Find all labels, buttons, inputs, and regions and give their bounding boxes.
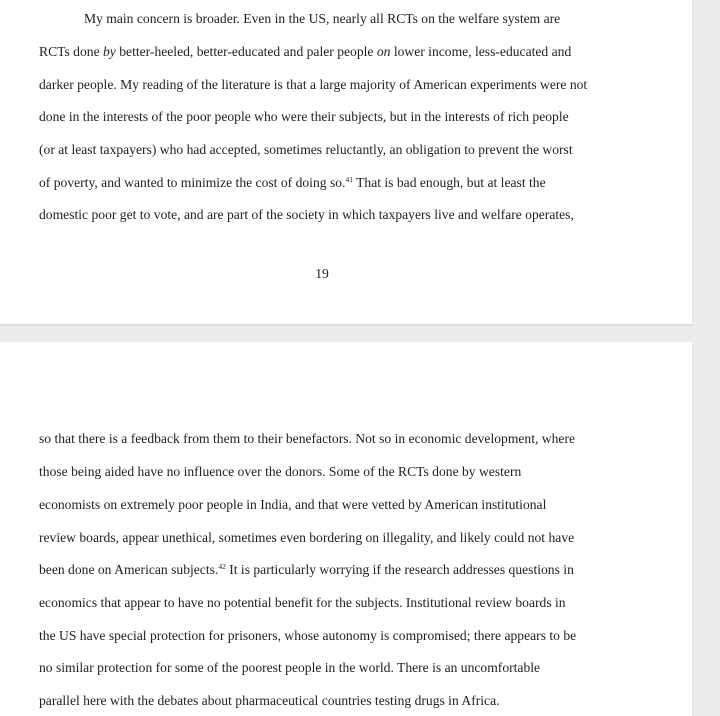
text-line (39, 206, 574, 224)
text-line (39, 463, 521, 481)
text-run: My main concern is broader. Even in the US, nearly all RCTs on the welfare system are (84, 11, 561, 26)
text-run: economists on extremely poor people in India, and that were vetted by American institutional (39, 497, 547, 512)
text-line (39, 627, 576, 645)
text-line (39, 594, 566, 612)
text-line (39, 141, 573, 159)
text-run: parallel here with the debates about pharmaceutical countries testing drugs in Africa. (39, 693, 500, 708)
text-line (84, 10, 560, 28)
text-run: That is bad enough, but at least the (352, 175, 546, 190)
text-run: so that there is a feedback from them to their benefactors. Not so in economic development, where (39, 431, 576, 446)
text-run: It is particularly worrying if the research addresses questions in (225, 562, 574, 577)
text-run: economics that appear to have no potential benefit for the subjects. Institutional review boards in (39, 595, 566, 610)
text-run: darker people. My reading of the literature is that a large majority of American experiments were not (39, 77, 588, 92)
text-run: RCTs done (39, 44, 103, 59)
page-19 (0, 0, 692, 324)
text-line (39, 496, 546, 514)
text-run: no similar protection for some of the poorest people in the world. There is an uncomfortable (39, 660, 541, 675)
page-number: 19 (315, 266, 329, 281)
text-line (39, 174, 546, 192)
text-run: done in the interests of the poor people who were their subjects, but in the interests of rich people (39, 109, 569, 124)
footnote-marker[interactable]: 41 (345, 175, 353, 184)
text-run: those being aided have no influence over the donors. Some of the RCTs done by western (39, 464, 522, 479)
text-line (39, 43, 571, 61)
italic-text: on (376, 44, 391, 59)
text-run: (or at least taxpayers) who had accepted, sometimes reluctantly, an obligation to prevent the worst (39, 142, 573, 157)
text-run: the US have special protection for prisoners, whose autonomy is compromised; there appears to be (39, 628, 577, 643)
text-run: been done on American subjects. (39, 562, 219, 577)
text-line (39, 659, 540, 677)
text-run: review boards, appear unethical, sometimes even bordering on illegality, and likely could not have (39, 530, 575, 545)
text-line (39, 430, 575, 448)
text-run: lower income, less-educated and (390, 44, 572, 59)
text-line (39, 692, 500, 710)
text-line (39, 108, 569, 126)
text-line (39, 76, 587, 94)
text-run: better-heeled, better-educated and paler people (115, 44, 377, 59)
text-line (39, 529, 574, 547)
text-run: of poverty, and wanted to minimize the cost of doing so. (39, 175, 346, 190)
italic-text: by (103, 44, 116, 59)
text-line (39, 561, 574, 579)
text-run: domestic poor get to vote, and are part of the society in which taxpayers live and welfare operates, (39, 207, 574, 222)
footnote-marker[interactable]: 42 (218, 562, 226, 571)
page-20 (0, 342, 692, 716)
